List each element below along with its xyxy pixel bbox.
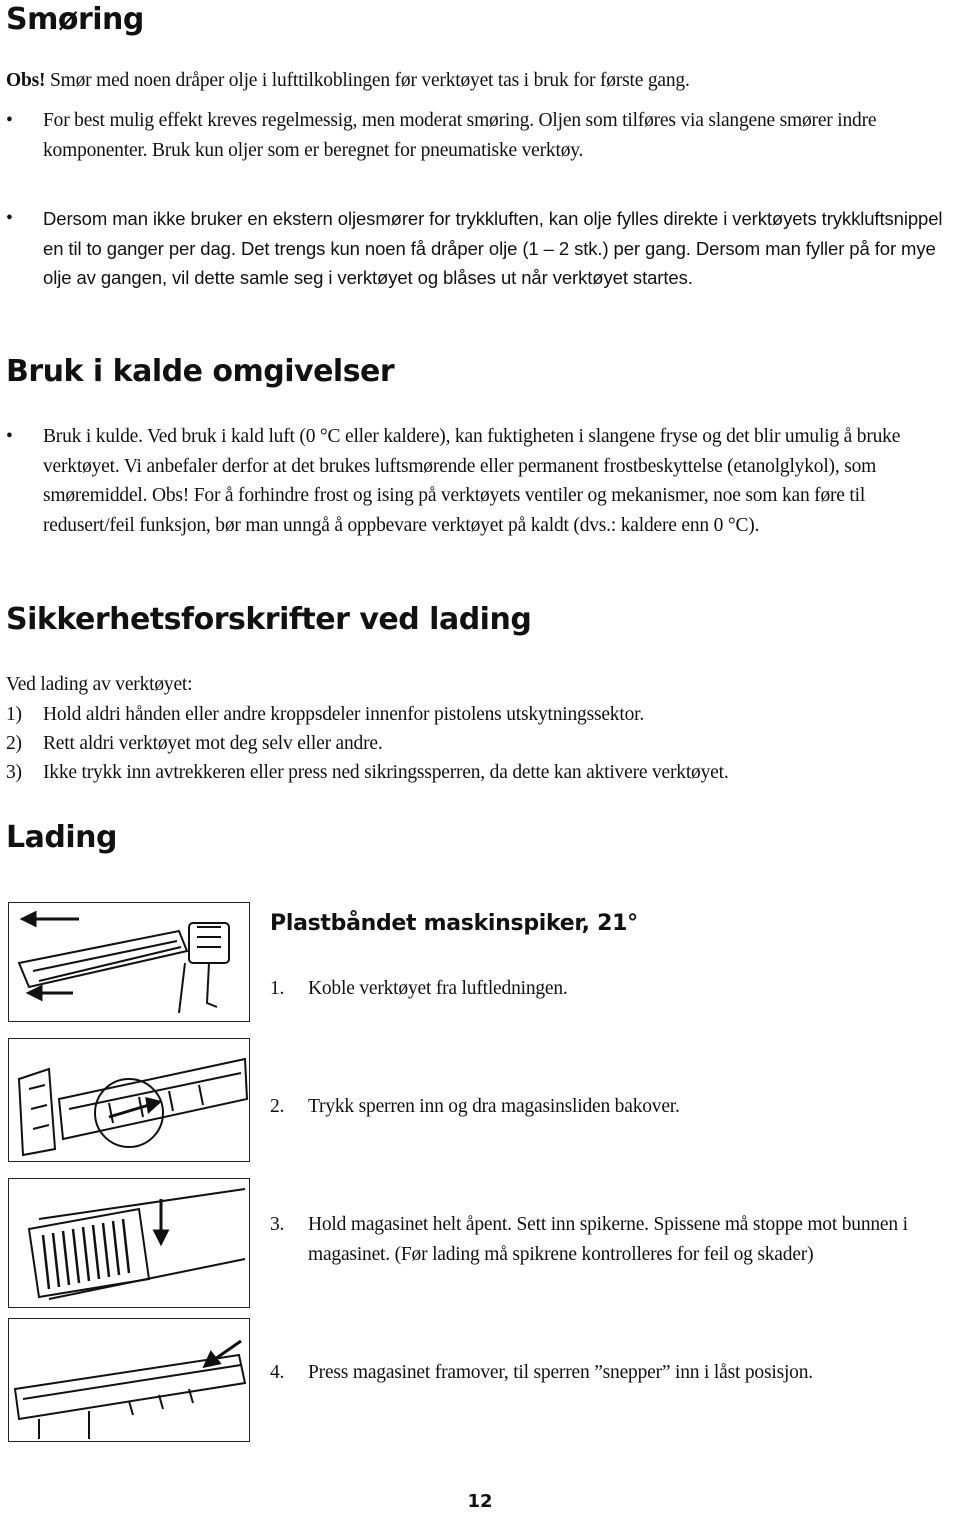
item-text: Ikke trykk inn avtrekkeren eller press ned sikringssperren, da dette kan aktivere verktøyet.	[43, 762, 729, 783]
figure-step-1	[8, 902, 250, 1022]
item-number: 1)	[6, 704, 22, 725]
obs-label: Obs!	[6, 70, 46, 91]
safety-item	[6, 758, 952, 788]
step-text: Hold magasinet helt åpent. Sett inn spikerne. Spissene må stoppe mot bunnen i magasinet. (Før lading må spikrene kontrolleres for feil og skader)	[308, 1214, 908, 1265]
magazine-latch-illustration	[9, 1039, 249, 1161]
bullet-dot: •	[6, 110, 13, 131]
loading-step	[270, 1210, 956, 1269]
nailer-disconnect-illustration	[9, 903, 249, 1021]
heading-sikkerhetsforskrifter: Sikkerhetsforskrifter ved lading	[6, 602, 532, 637]
subheading-plastbandet: Plastbåndet maskinspiker, 21°	[270, 911, 638, 936]
bullet-text: Bruk i kulde. Ved bruk i kald luft (0 °C eller kaldere), kan fuktigheten i slangene fryse og det blir umulig å bruke verktøyet. Vi anbefaler derfor at det brukes luftsmørende eller permanent frostbeskyttelse (etanolglykol), som smøremiddel. Obs! For å forhindre frost og ising på verktøyets ventiler og mekanismer, noe som kan føre til redusert/feil funksjon, bør man unngå å oppbevare verktøyet på kaldt (dvs.: kaldere enn 0 °C).	[43, 426, 901, 536]
bullet-item	[6, 106, 952, 165]
bullet-text: Dersom man ikke bruker en ekstern oljesmører for trykkluften, kan olje fylles direkte i verktøyets trykkluftsnippel en til to ganger per dag. Det trengs kun noen få dråper olje (1 – 2 stk.) per gang. Dersom man fyller på for mye olje av gangen, vil dette samle seg i verktøyet og blåses ut når verktøyet startes.	[43, 208, 943, 288]
figure-step-3	[8, 1178, 250, 1308]
item-number: 2)	[6, 733, 22, 754]
step-number: 4.	[270, 1362, 285, 1383]
nail-insertion-illustration	[9, 1179, 249, 1307]
magazine-lock-illustration	[9, 1319, 249, 1441]
safety-item	[6, 729, 952, 759]
bullet-item	[6, 422, 952, 540]
bullet-item	[6, 204, 952, 293]
loading-step	[270, 974, 956, 1004]
loading-step	[270, 1092, 956, 1122]
step-text: Koble verktøyet fra luftledningen.	[308, 978, 568, 999]
item-text: Rett aldri verktøyet mot deg selv eller andre.	[43, 733, 383, 754]
step-number: 2.	[270, 1096, 285, 1117]
loading-step	[270, 1358, 956, 1388]
figure-step-4	[8, 1318, 250, 1442]
step-text: Press magasinet framover, til sperren ”snepper” inn i låst posisjon.	[308, 1362, 813, 1383]
item-text: Hold aldri hånden eller andre kroppsdeler innenfor pistolens utskytningssektor.	[43, 704, 645, 725]
obs-text: Smør med noen dråper olje i lufttilkoblingen før verktøyet tas i bruk for første gang.	[45, 70, 690, 91]
bullet-dot: •	[6, 426, 13, 447]
obs-note	[6, 66, 952, 96]
bullet-dot: •	[6, 208, 13, 229]
bullet-text: For best mulig effekt kreves regelmessig, men moderat smøring. Oljen som tilføres via slangene smører indre komponenter. Bruk kun oljer som er beregnet for pneumatiske verktøy.	[43, 110, 877, 161]
item-number: 3)	[6, 762, 22, 783]
step-text: Trykk sperren inn og dra magasinsliden bakover.	[308, 1096, 680, 1117]
heading-kalde-omgivelser: Bruk i kalde omgivelser	[6, 354, 395, 389]
figure-step-2	[8, 1038, 250, 1162]
safety-item	[6, 700, 952, 730]
page-number: 12	[467, 1491, 493, 1512]
step-number: 1.	[270, 978, 285, 999]
heading-smoring: Smøring	[6, 2, 144, 37]
step-number: 3.	[270, 1214, 285, 1235]
heading-lading: Lading	[6, 820, 117, 855]
safety-intro: Ved lading av verktøyet:	[6, 674, 193, 695]
